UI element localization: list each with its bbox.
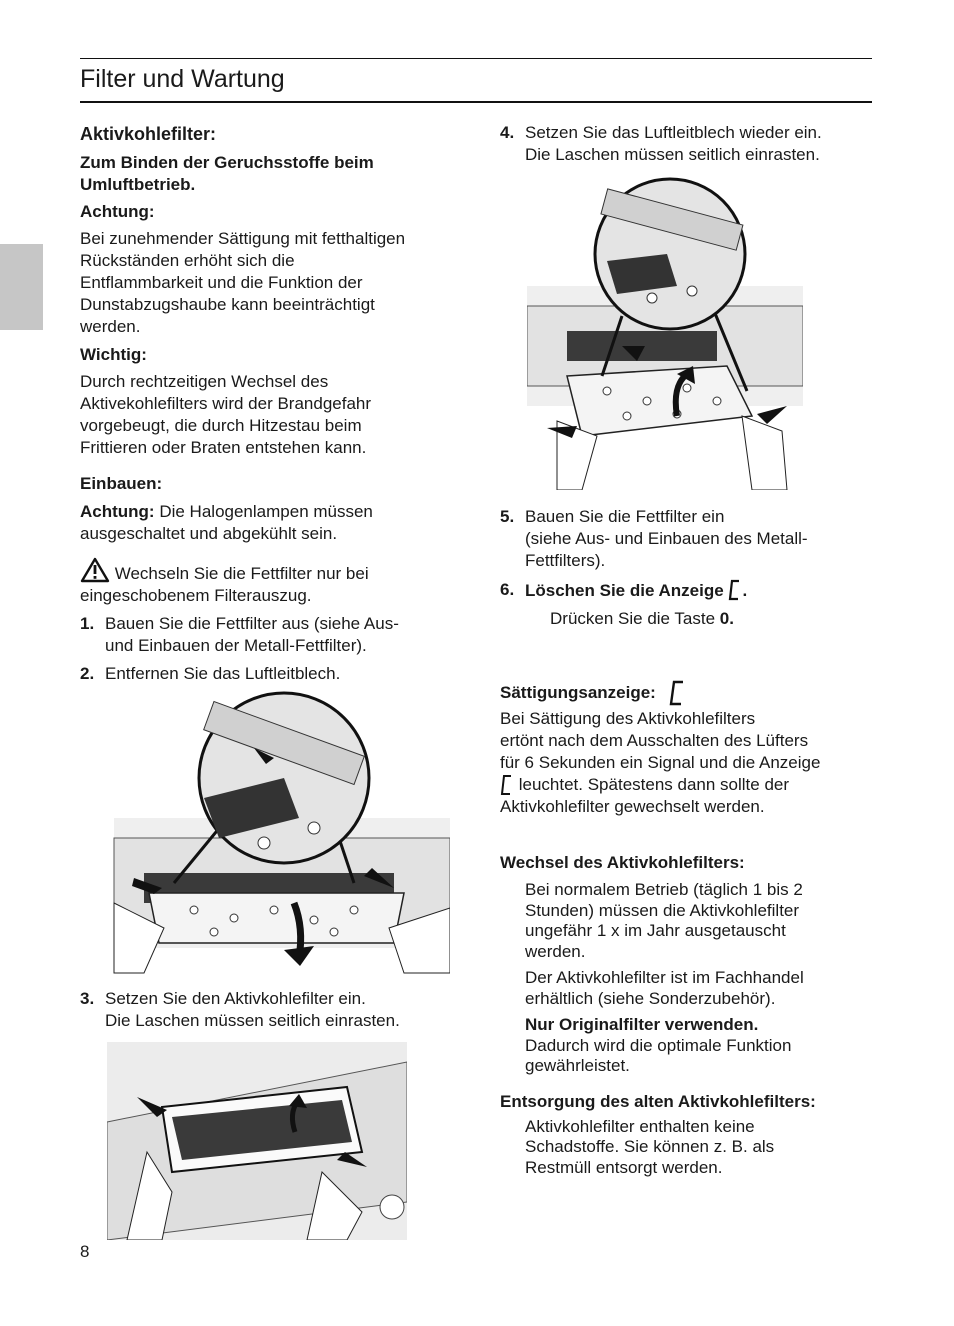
text-line: vorgebeugt, die durch Hitzestau beim [80, 416, 362, 435]
text-line: für 6 Sekunden ein Signal und die Anzeige [500, 753, 821, 772]
wechsel-text [500, 880, 880, 1077]
entsorgung-label: Entsorgung des alten Aktivkohlefilters: [500, 1091, 816, 1111]
step-6-sub-text: Drücken Sie die Taste [550, 609, 716, 628]
left-column [80, 122, 460, 685]
saettigung-label-text: Sättigungsanzeige: [500, 683, 656, 702]
warning-icon [80, 557, 110, 581]
saturation-symbol-icon [728, 579, 742, 599]
text-line: Rückständen erhöht sich die [80, 251, 295, 270]
text-line: Die Laschen müssen seitlich einrasten. [525, 145, 820, 164]
step-number: 2. [80, 664, 95, 683]
text-line: werden. [525, 941, 586, 961]
text-line: Restmüll entsorgt werden. [525, 1157, 723, 1177]
text-line: Aktivkohlefilter enthalten keine [525, 1116, 755, 1136]
step-number: 6. [500, 580, 515, 599]
text-line: erhältlich (siehe Sonderzubehör). [525, 988, 776, 1008]
text-line-with-symbol [500, 774, 880, 796]
page-number: 8 [80, 1242, 90, 1261]
step-number: 5. [500, 507, 515, 526]
step-3 [80, 988, 460, 1032]
text-line: Schadstoffe. Sie können z. B. als [525, 1137, 775, 1156]
text-line: Aktivkohlefilter gewechselt werden. [500, 797, 765, 816]
illustration-insert-charcoal-filter [107, 1042, 407, 1240]
text-line: Der Aktivkohlefilter ist im Fachhandel [525, 968, 804, 987]
text-line: Bauen Sie die Fettfilter aus (siehe Aus- [105, 614, 399, 633]
einbauen-label: Einbauen: [80, 474, 163, 493]
text-line: Die Laschen müssen seitlich einrasten. [105, 1011, 400, 1030]
step-number: 1. [80, 614, 95, 633]
step-number: 4. [500, 123, 515, 142]
text-line: Entflammbarkeit und die Funktion der [80, 273, 363, 292]
text-line: und Einbauen der Metall-Fettfilter). [105, 636, 367, 655]
page-title: Filter und Wartung [80, 65, 285, 93]
text-line: ertönt nach dem Ausschalten des Lüfters [500, 731, 809, 750]
illustration-remove-air-guide [104, 688, 450, 976]
text-line: Bei zunehmender Sättigung mit fetthaltigen [80, 229, 406, 248]
wichtig-label: Wichtig: [80, 345, 147, 364]
text-line: Setzen Sie das Luftleitblech wieder ein. [525, 123, 822, 142]
text-line: ausgeschaltet und abgekühlt sein. [80, 524, 338, 543]
header-bottom-rule [80, 101, 872, 103]
text-line: Frittieren oder Braten entstehen kann. [80, 438, 367, 457]
wechsel-label: Wechsel des Aktivkohlefilters: [500, 853, 745, 872]
subheading-text: Zum Binden der Geruchsstoffe beim Umluftbetrieb. [80, 153, 374, 194]
right-column-steps [500, 506, 880, 1178]
warning-note [80, 557, 460, 585]
text-line: werden. [80, 317, 141, 336]
text-line: Entfernen Sie das Luftleitblech. [105, 664, 341, 683]
text-line: leuchtet. Spätestens dann sollte der [518, 775, 790, 794]
text-line-bold: Nur Originalfilter verwenden. [525, 1015, 759, 1034]
header-top-rule [80, 58, 872, 59]
subheading [80, 152, 460, 196]
text-line: Aktivekohlefilters wird der Brandgefahr [80, 394, 372, 413]
illustration-reinsert-air-guide [527, 176, 803, 490]
text-line: ungefähr 1 x im Jahr ausgetauscht [525, 921, 786, 940]
key-zero: 0. [719, 609, 734, 628]
text-line: Stunden) müssen die Aktivkohlefilter [525, 900, 800, 920]
step-2 [80, 663, 460, 685]
step-6-sub [500, 608, 880, 630]
achtung-label: Achtung: [80, 202, 155, 221]
text-line: Durch rechtzeitigen Wechsel des [80, 372, 329, 391]
text-line: eingeschobenem Filterauszug. [80, 586, 312, 605]
text-line: Fettfilters). [525, 551, 606, 570]
step-4 [500, 122, 880, 166]
entsorgung-text [500, 1117, 880, 1179]
text-line: Dunstabzugshaube kann beeinträchtigt [80, 295, 375, 314]
step-5 [500, 506, 880, 572]
text-line: (siehe Aus- und Einbauen des Metall- [525, 529, 808, 548]
saturation-symbol-icon [669, 680, 687, 704]
einbauen-achtung-text: Die Halogenlampen müssen [159, 502, 373, 521]
step-number: 3. [80, 989, 95, 1008]
warning-text: Wechseln Sie die Fettfilter nur bei [114, 564, 369, 583]
einbauen-achtung [80, 501, 460, 523]
achtung-text [80, 228, 460, 338]
step-3-block [80, 988, 460, 1032]
saettigung-text [500, 708, 880, 818]
einbauen-achtung-label: Achtung: [80, 502, 155, 521]
text-line: Bei normalem Betrieb (täglich 1 bis 2 [525, 880, 803, 899]
right-column-top [500, 122, 880, 166]
text-line: gewährleistet. [525, 1056, 630, 1075]
step-6 [500, 579, 880, 602]
saettigung-label [500, 680, 880, 704]
text-line: Dadurch wird die optimale Funktion [525, 1035, 792, 1055]
step-6-period: . [742, 581, 748, 600]
saturation-symbol-icon [500, 774, 514, 794]
wichtig-text [80, 371, 460, 459]
step-6-label: Löschen Sie die Anzeige [525, 581, 724, 600]
text-line: Setzen Sie den Aktivkohlefilter ein. [105, 989, 366, 1008]
step-1 [80, 613, 460, 657]
section-tab-marker [0, 244, 43, 330]
text-line: Bei Sättigung des Aktivkohlefilters [500, 709, 756, 728]
text-line: Bauen Sie die Fettfilter ein [525, 507, 725, 526]
section-heading-aktivkohlefilter: Aktivkohlefilter: [80, 124, 217, 144]
